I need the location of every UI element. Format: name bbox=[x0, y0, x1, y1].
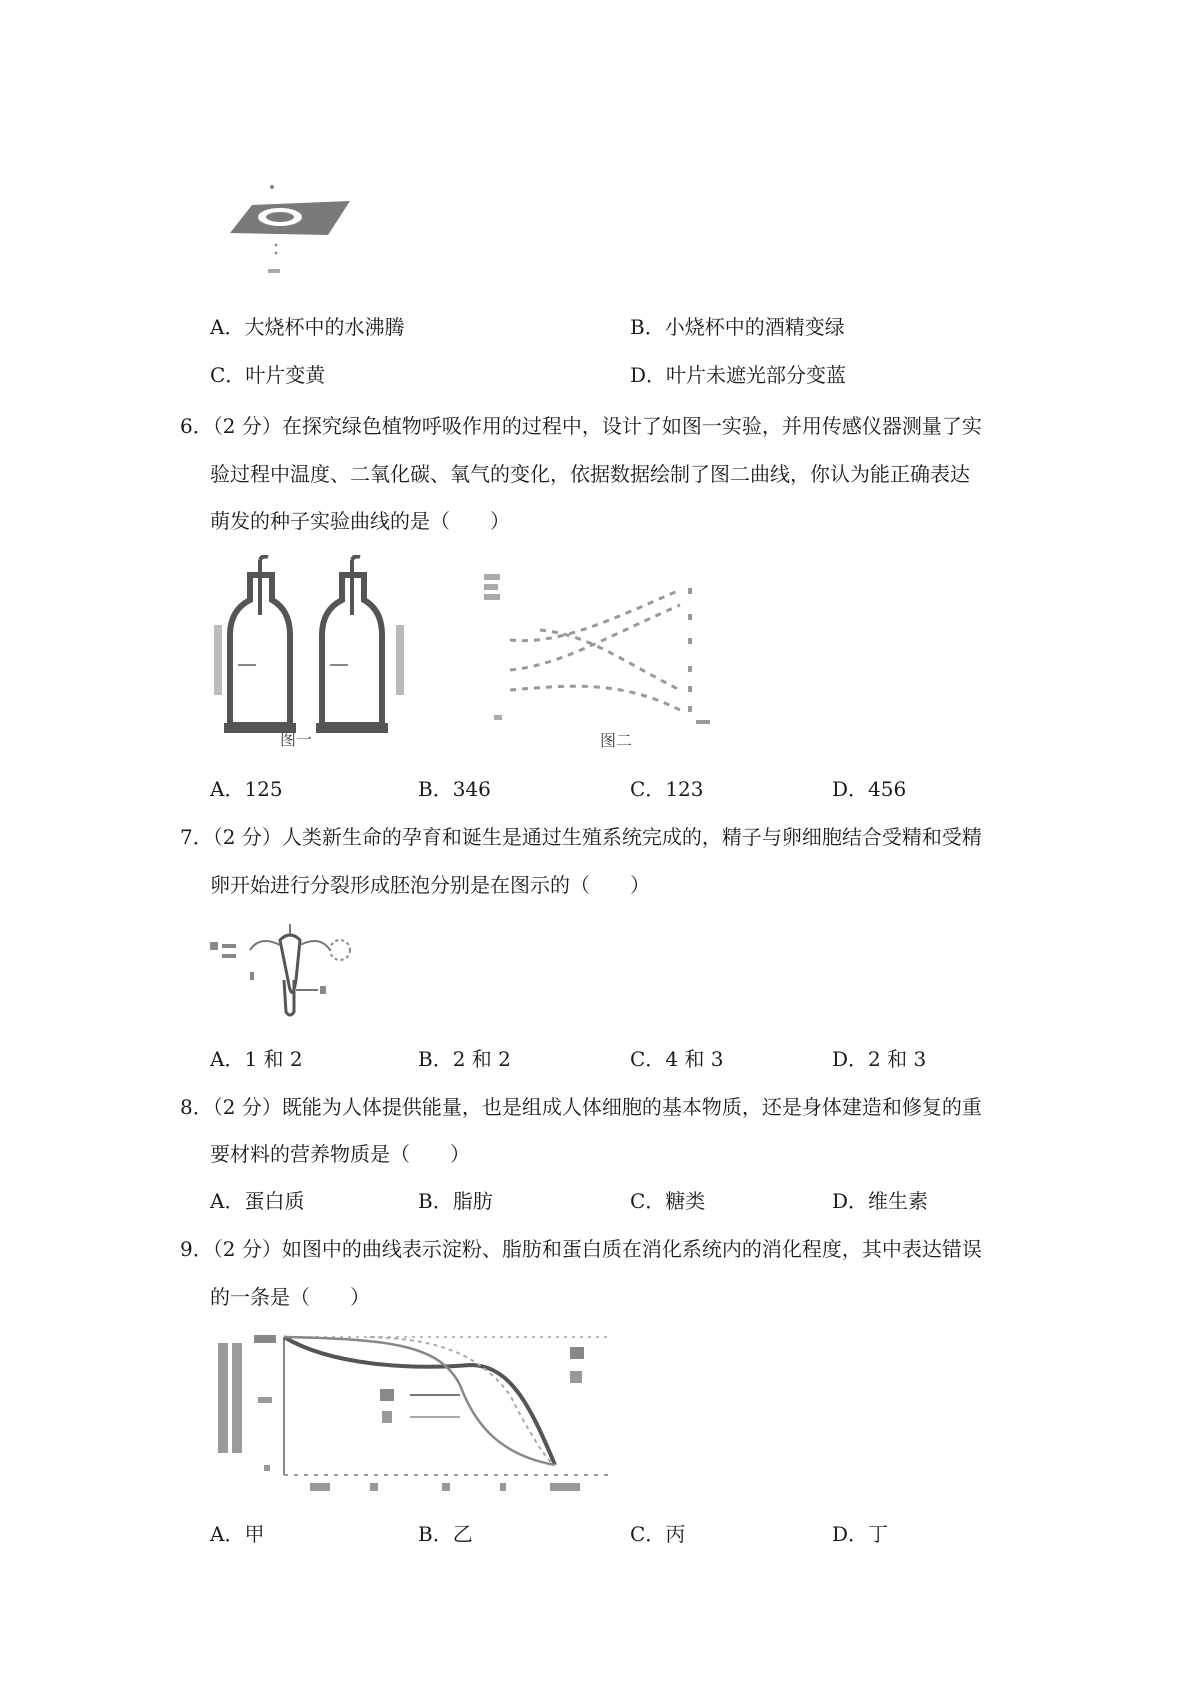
figure-1-caption: 图一 bbox=[280, 730, 313, 749]
q9-figure bbox=[210, 1325, 630, 1495]
question-6-line-1: 6．（2 分）在探究绿色植物呼吸作用的过程中，设计了如图一实验，并用传感仪器测量了实 bbox=[180, 414, 982, 438]
option-b[interactable]: B．乙 bbox=[418, 1522, 473, 1546]
question-7-line-2: 卵开始进行分裂形成胚泡分别是在图示的（ ） bbox=[210, 873, 650, 897]
option-c[interactable]: C．丙 bbox=[630, 1522, 686, 1546]
question-9-line-1: 9．（2 分）如图中的曲线表示淀粉、脂肪和蛋白质在消化系统内的消化程度，其中表达错误 bbox=[180, 1237, 982, 1261]
question-8-line-2: 要材料的营养物质是（ ） bbox=[210, 1142, 470, 1166]
option-d[interactable]: D．456 bbox=[832, 777, 907, 801]
option-b[interactable]: B．346 bbox=[418, 777, 491, 801]
option-c[interactable]: C．糖类 bbox=[630, 1189, 706, 1213]
q6-figure-2 bbox=[480, 570, 710, 750]
option-a[interactable]: A．1 和 2 bbox=[210, 1047, 303, 1071]
question-6-line-2: 验过程中温度、二氧化碳、氧气的变化，依据数据绘制了图二曲线，你认为能正确表达 bbox=[210, 462, 970, 486]
option-d[interactable]: D．丁 bbox=[832, 1522, 889, 1546]
question-7-line-1: 7．（2 分）人类新生命的孕育和诞生是通过生殖系统完成的，精子与卵细胞结合受精和受精 bbox=[180, 825, 982, 849]
question-9-line-2: 的一条是（ ） bbox=[210, 1285, 370, 1309]
option-a[interactable]: A．蛋白质 bbox=[210, 1189, 305, 1213]
option-a[interactable]: A．大烧杯中的水沸腾 bbox=[210, 315, 405, 339]
option-c[interactable]: C．叶片变黄 bbox=[210, 363, 326, 387]
q5-figure bbox=[210, 175, 360, 285]
option-d[interactable]: D．叶片未遮光部分变蓝 bbox=[630, 363, 847, 387]
option-b[interactable]: B．小烧杯中的酒精变绿 bbox=[630, 315, 845, 339]
digestion-curve-icon bbox=[210, 1325, 630, 1495]
option-a[interactable]: A．甲 bbox=[210, 1522, 265, 1546]
option-c[interactable]: C．4 和 3 bbox=[630, 1047, 724, 1071]
q6-figure-1 bbox=[210, 555, 410, 750]
question-8-line-1: 8．（2 分）既能为人体提供能量，也是组成人体细胞的基本物质，还是身体建造和修复的重 bbox=[180, 1095, 982, 1119]
question-6-line-3: 萌发的种子实验曲线的是（ ） bbox=[210, 509, 510, 533]
option-b[interactable]: B．2 和 2 bbox=[418, 1047, 511, 1071]
option-b[interactable]: B．脂肪 bbox=[418, 1189, 493, 1213]
option-a[interactable]: A．125 bbox=[210, 777, 283, 801]
respiration-curves-icon bbox=[480, 570, 710, 750]
q7-figure bbox=[210, 920, 380, 1020]
leaf-on-plate-figure-icon bbox=[210, 175, 360, 285]
option-c[interactable]: C．123 bbox=[630, 777, 704, 801]
female-reproductive-system-icon bbox=[210, 920, 380, 1020]
seed-flask-experiment-icon bbox=[210, 555, 410, 750]
figure-2-caption: 图二 bbox=[600, 731, 633, 750]
option-d[interactable]: D．维生素 bbox=[832, 1189, 929, 1213]
option-d[interactable]: D．2 和 3 bbox=[832, 1047, 927, 1071]
